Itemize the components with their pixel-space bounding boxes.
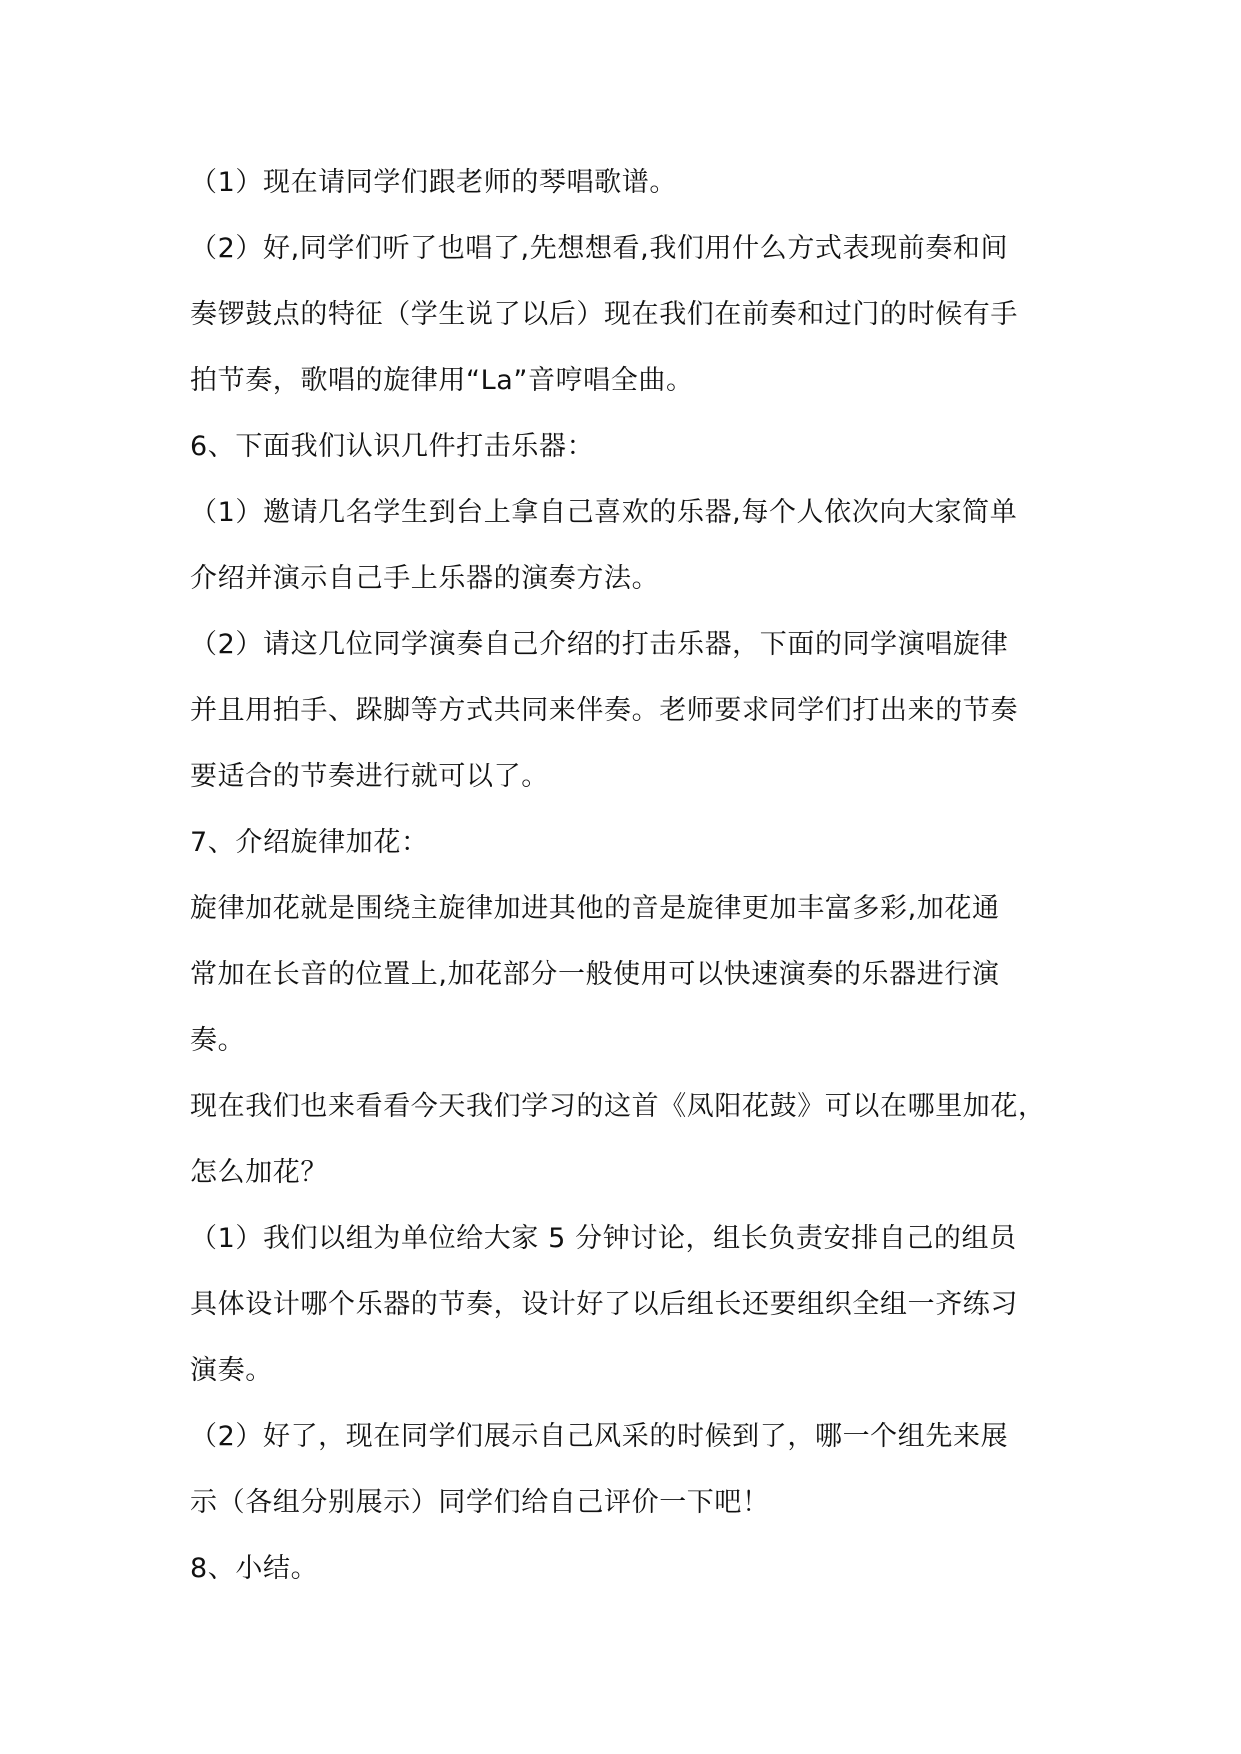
- text-line: 并且用拍手、跺脚等方式共同来伴奏。老师要求同学们打出来的节奏: [190, 695, 1018, 726]
- text-line: 拍节奏，歌唱的旋律用“La”音哼唱全曲。: [190, 365, 694, 396]
- text-line: 演奏。: [190, 1355, 273, 1386]
- text-line: （2）好,同学们听了也唱了,先想想看,我们用什么方式表现前奏和间: [190, 233, 1009, 264]
- text-line: 具体设计哪个乐器的节奏，设计好了以后组长还要组织全组一齐练习: [190, 1289, 1018, 1320]
- text-line: 怎么加花？: [190, 1157, 328, 1188]
- section-heading: 7、介绍旋律加花：: [190, 827, 429, 858]
- text-line: （1）现在请同学们跟老师的琴唱歌谱。: [190, 167, 677, 198]
- text-line: 介绍并演示自己手上乐器的演奏方法。: [190, 563, 660, 594]
- text-line: 奏锣鼓点的特征（学生说了以后）现在我们在前奏和过门的时候有手: [190, 299, 1018, 330]
- text-line: 常加在长音的位置上,加花部分一般使用可以快速演奏的乐器进行演: [190, 959, 1000, 990]
- text-line: 要适合的节奏进行就可以了。: [190, 761, 549, 792]
- text-line: 奏。: [190, 1025, 246, 1056]
- text-line: 现在我们也来看看今天我们学习的这首《凤阳花鼓》可以在哪里加花，: [190, 1091, 1046, 1122]
- section-heading: 6、下面我们认识几件打击乐器：: [190, 431, 595, 462]
- text-line: （2）请这几位同学演奏自己介绍的打击乐器，下面的同学演唱旋律: [190, 629, 1009, 660]
- section-heading: 8、小结。: [190, 1553, 319, 1584]
- text-line: （2）好了，现在同学们展示自己风采的时候到了，哪一个组先来展: [190, 1421, 1009, 1452]
- text-line: 旋律加花就是围绕主旋律加进其他的音是旋律更加丰富多彩,加花通: [190, 893, 1000, 924]
- text-line: （1）我们以组为单位给大家 5 分钟讨论，组长负责安排自己的组员: [190, 1223, 1017, 1254]
- text-line: （1）邀请几名学生到台上拿自己喜欢的乐器,每个人依次向大家简单: [190, 497, 1018, 528]
- text-line: 示（各组分别展示）同学们给自己评价一下吧！: [190, 1487, 770, 1518]
